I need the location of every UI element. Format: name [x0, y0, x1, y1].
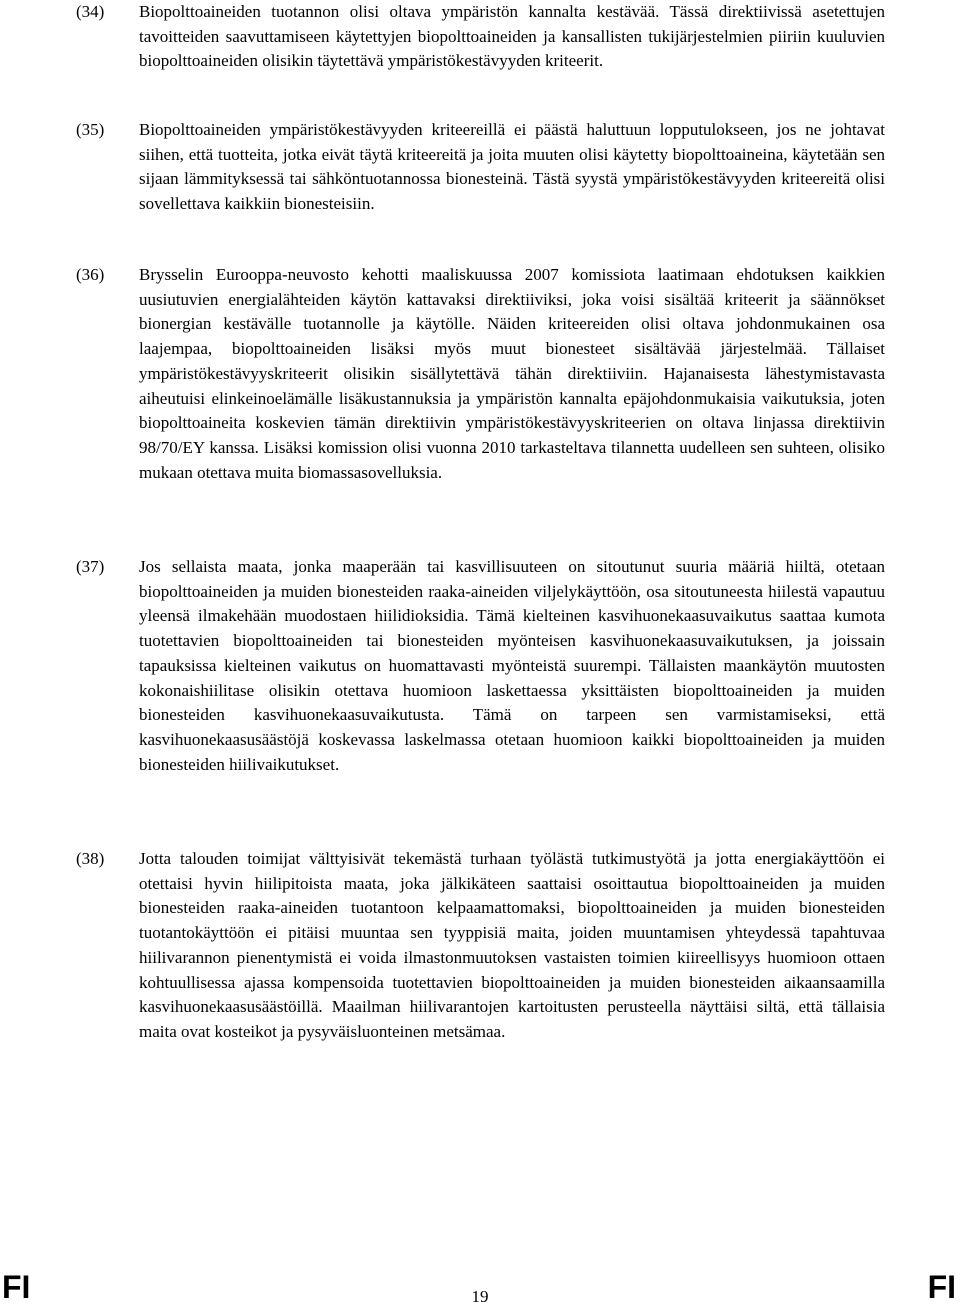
recital-text: Biopolttoaineiden ympäristökestävyyden kriteereillä ei päästä haluttuun lopputulokseen, jos ne johtavat siihen, että tuotteita, jotka eivät täytä kriteereitä ja joita muuten olisi käytetty biopolttoaineina, käytetään sen sijaan lämmityksessä tai sähköntuotannossa bionesteinä. Tästä syystä ympäristökestävyyden kriteereitä olisi sovellettava kaikkiin bionesteisiin. [139, 120, 885, 214]
recital-number: (36) [76, 265, 105, 284]
recital-text: Biopolttoaineiden tuotannon olisi oltava ympäristön kannalta kestävää. Tässä direktiivissä asetettujen tavoitteiden saavuttamiseen käytettyjen biopolttoaineiden ja kansallisten tukijärjestelmien piiriin kuuluvien biopolttoaineiden olisikin täytettävä ympäristökestävyyden kriteerit. [139, 2, 885, 71]
recital-number: (35) [76, 120, 105, 139]
recital-text: Jos sellaista maata, jonka maaperään tai kasvillisuuteen on sitoutunut suuria määriä hiiltä, otetaan biopolttoaineiden ja muiden bionesteiden raaka-aineiden viljelykäyttöön, osa sitoutuneesta hiilestä vapautuu yleensä ilmakehään muodostaen hiilidioksidia. Tämä kielteinen kasvihuonekaasuvaikutus saattaa kumota tuotettavien biopolttoaineiden tai bionesteiden myönteisen kasvihuonekaasuvaikutuksen, ja joissain tapauksissa kielteinen vaikutus on huomattavasti myönteistä suurempi. Tällaisten maankäytön muutosten kokonaishiilitase olisikin otettava huomioon laskettaessa yksittäisten biopolttoaineiden ja muiden bionesteiden kasvihuonekaasuvaikutusta. Tämä on tarpeen sen varmistamiseksi, että kasvihuonekaasusäästöjä koskevassa laskelmassa otetaan huomioon kaikki biopolttoaineiden ja muiden bionesteiden hiilivaikutukset. [139, 557, 885, 774]
recital-text: Jotta talouden toimijat välttyisivät tekemästä turhaan työlästä tutkimustyötä ja jotta energiakäyttöön ei otettaisi hyvin hiilipitoista maata, joka jälkikäteen saattaisi osoittautua biopolttoaineiden ja muiden bionesteiden raaka-aineiden tuotantoon kelpaamattomaksi, biopolttoaineiden ja muiden bionesteiden tuotantokäyttöön ei pitäisi muuntaa sen tyyppisiä maita, joiden muuntamisen yhteydessä tapahtuvaa hiilivarannon pienentymistä ei voida ilmastonmuutoksen vastaisten toimien kiireellisyys huomioon ottaen kohtuullisessa ajassa kompensoida tuotettavien biopolttoaineiden ja muiden bionesteiden aikaansaamilla kasvihuonekaasusäästöillä. Maailman hiilivarantojen kartoitusten perusteella näyttäisi siltä, että tällaisia maita ovat kosteikot ja pysyväisluonteinen metsämaa. [139, 849, 885, 1041]
recital-text: Brysselin Eurooppa-neuvosto kehotti maaliskuussa 2007 komissiota laatimaan ehdotuksen kaikkien uusiutuvien energialähteiden käytön kattavaksi direktiiviksi, joka voisi sisältää kriteerit ja säännökset bionergian kestävälle tuotannolle ja käytölle. Näiden kriteereiden olisi oltava johdonmukainen osa laajempaa, biopolttoaineiden lisäksi myös muut bionesteet sisältävää järjestelmää. Tällaiset ympäristökestävyyskriteerit olisikin sisällytettävä tähän direktiiviin. Hajanaisesta lähestymistavasta aiheutuisi elinkeinoelämälle lisäkustannuksia ja ympäristön kannalta epäjohdonmukaisia vaikutuksia, joten biopolttoaineita koskevien tämän direktiivin ympäristökestävyyskriteerien on oltava linjassa direktiivin 98/70/EY kanssa. Lisäksi komission olisi vuonna 2010 tarkasteltava tilannetta uudelleen sen suhteen, olisiko mukaan otettava muita biomassasovelluksia. [139, 265, 885, 482]
footer-language-code-right: FI [927, 1269, 956, 1305]
recital-number: (34) [76, 2, 105, 21]
footer-language-code-left: FI [2, 1269, 31, 1305]
recital-number: (38) [76, 849, 105, 868]
page-number: 19 [471, 1287, 489, 1306]
recital-number: (37) [76, 557, 105, 576]
